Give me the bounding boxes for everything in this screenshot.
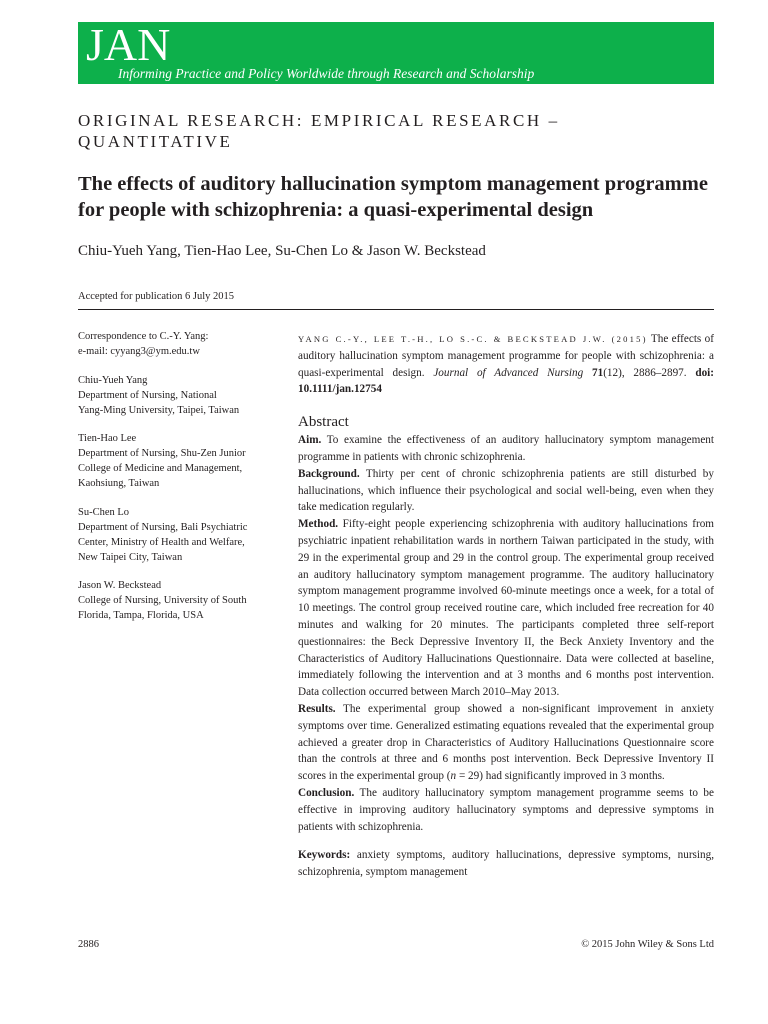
affiliation-line: Department of Nursing, Bali Psychiatric [78, 521, 248, 533]
conclusion-text: The auditory hallucinatory symptom management programme seems to be effective in improving auditory hallucinatory symptoms and depressive symptoms in patients with schizophrenia. [298, 786, 714, 833]
abstract-heading: Abstract [298, 414, 349, 431]
correspondence [78, 329, 288, 359]
correspondence-email[interactable]: e-mail: cyyang3@ym.edu.tw [78, 346, 200, 357]
section-label-line1: ORIGINAL RESEARCH: EMPIRICAL RESEARCH – [78, 111, 560, 130]
section-label [78, 110, 718, 152]
affiliation-line: College of Nursing, University of South [78, 595, 247, 606]
results-n: n [450, 770, 457, 783]
keywords [298, 847, 714, 881]
page-number: 2886 [78, 939, 99, 950]
background-label: Background. [298, 467, 360, 480]
abstract-background [298, 466, 714, 516]
affiliation-line: New Taipei City, Taiwan [78, 551, 183, 563]
background-text: Thirty per cent of chronic schizophrenia patients are still disturbed by hallucinations, which influence their psychological and social well-being, even when they take medication regularly. [298, 467, 714, 514]
affiliations-column [78, 329, 288, 637]
citation-doi[interactable]: doi: 10.1111/jan.12754 [298, 366, 715, 396]
affiliation-2 [78, 431, 288, 491]
affiliation-line: Florida, Tampa, Florida, USA [78, 610, 204, 621]
section-label-line2: QUANTITATIVE [78, 132, 233, 151]
affiliation-4 [78, 578, 288, 623]
journal-banner [78, 19, 714, 84]
citation-authors: YANG C.-Y., LEE T.-H., LO S.-C. & BECKSTEAD J.W. (2015) [298, 334, 648, 344]
results-text: The experimental group showed a non-significant improvement in anxiety symptoms over time. Generalized estimating equations revealed that the experimental group achieved a greater drop in Characteristics of Auditory Hallucinations Questionnaire score than the controls at three and 6 months post intervention. Beck Depressive Inventory II scores in the experimental group ( [298, 702, 714, 783]
abstract-results [298, 701, 714, 785]
article-title: The effects of auditory hallucination symptom management programme for people with schizophrenia: a quasi-experimental design [78, 173, 708, 221]
citation-journal: Journal of Advanced Nursing [433, 366, 584, 379]
affiliation-line: Kaohsiung, Taiwan [78, 478, 160, 489]
affiliation-name: Chiu-Yueh Yang [78, 374, 148, 386]
affiliation-name: Su-Chen Lo [78, 506, 130, 518]
conclusion-label: Conclusion. [298, 786, 355, 799]
method-text: Fifty-eight people experiencing schizophrenia with auditory hallucinations from psychiatric inpatient rehabilitation wards in northern Taiwan participated in the study, with 29 in the experimental group and 29 in the control group. The experimental group received an auditory hallucinatory symptom management programme. The auditory hallucinatory symptom management programme involved 60-minute meetings once a week, for a total of 10 meetings. The control group received routine care, which included free recreation for 40 minutes and walking for 20 minutes. The participants completed three self-report questionnaires: the Beck Depressive Inventory II, the Beck Anxiety Inventory and the Characteristics of Auditory Hallucinations Questionnaire. Data were collected at baseline, immediately following the intervention and at 3 months and 6 months post intervention. Data collection occurred between March 2010–May 2013. [298, 518, 714, 699]
results-text-end: = 29) had significantly improved in 3 months. [456, 770, 665, 783]
abstract-column [298, 331, 714, 881]
keywords-text: anxiety symptoms, auditory hallucinations, depressive symptoms, nursing, schizophrenia, symptom management [298, 849, 714, 879]
accepted-date: Accepted for publication 6 July 2015 [78, 291, 235, 302]
correspondence-name: Correspondence to C.-Y. Yang: [78, 331, 209, 342]
abstract-aim [298, 432, 714, 466]
method-label: Method. [298, 518, 339, 531]
affiliation-name: Tien-Hao Lee [78, 433, 137, 444]
affiliation-line: Department of Nursing, National [78, 389, 217, 401]
affiliation-line: Yang-Ming University, Taipei, Taiwan [78, 404, 240, 416]
journal-tagline: Informing Practice and Policy Worldwide through Research and Scholarship [118, 66, 535, 81]
citation-issue-pages: (12), 2886–2897. [603, 366, 696, 379]
affiliation-line: Center, Ministry of Health and Welfare, [78, 536, 245, 548]
affiliation-line: College of Medicine and Management, [78, 463, 243, 474]
affiliation-line: Department of Nursing, Shu-Zen Junior [78, 448, 246, 459]
aim-label: Aim. [298, 434, 322, 447]
results-label: Results. [298, 702, 336, 715]
affiliation-3 [78, 505, 288, 565]
abstract-method [298, 516, 714, 701]
affiliation-name: Jason W. Beckstead [78, 580, 162, 591]
citation-title: The effects of auditory hallucination symptom management programme for people with schizophrenia: a quasi-experimental design. [298, 333, 714, 379]
copyright: © 2015 John Wiley & Sons Ltd [581, 939, 714, 950]
citation [298, 331, 714, 398]
abstract-conclusion [298, 785, 714, 835]
author-list: Chiu-Yueh Yang, Tien-Hao Lee, Su-Chen Lo & Jason W. Beckstead [78, 243, 486, 259]
citation-volume: 71 [583, 366, 604, 379]
keywords-label: Keywords: [298, 849, 351, 862]
affiliation-1 [78, 373, 288, 418]
aim-text: To examine the effectiveness of an auditory hallucinatory symptom management programme in patients with chronic schizophrenia. [298, 434, 714, 463]
header-divider [78, 309, 714, 310]
journal-logo: JAN [86, 19, 171, 70]
